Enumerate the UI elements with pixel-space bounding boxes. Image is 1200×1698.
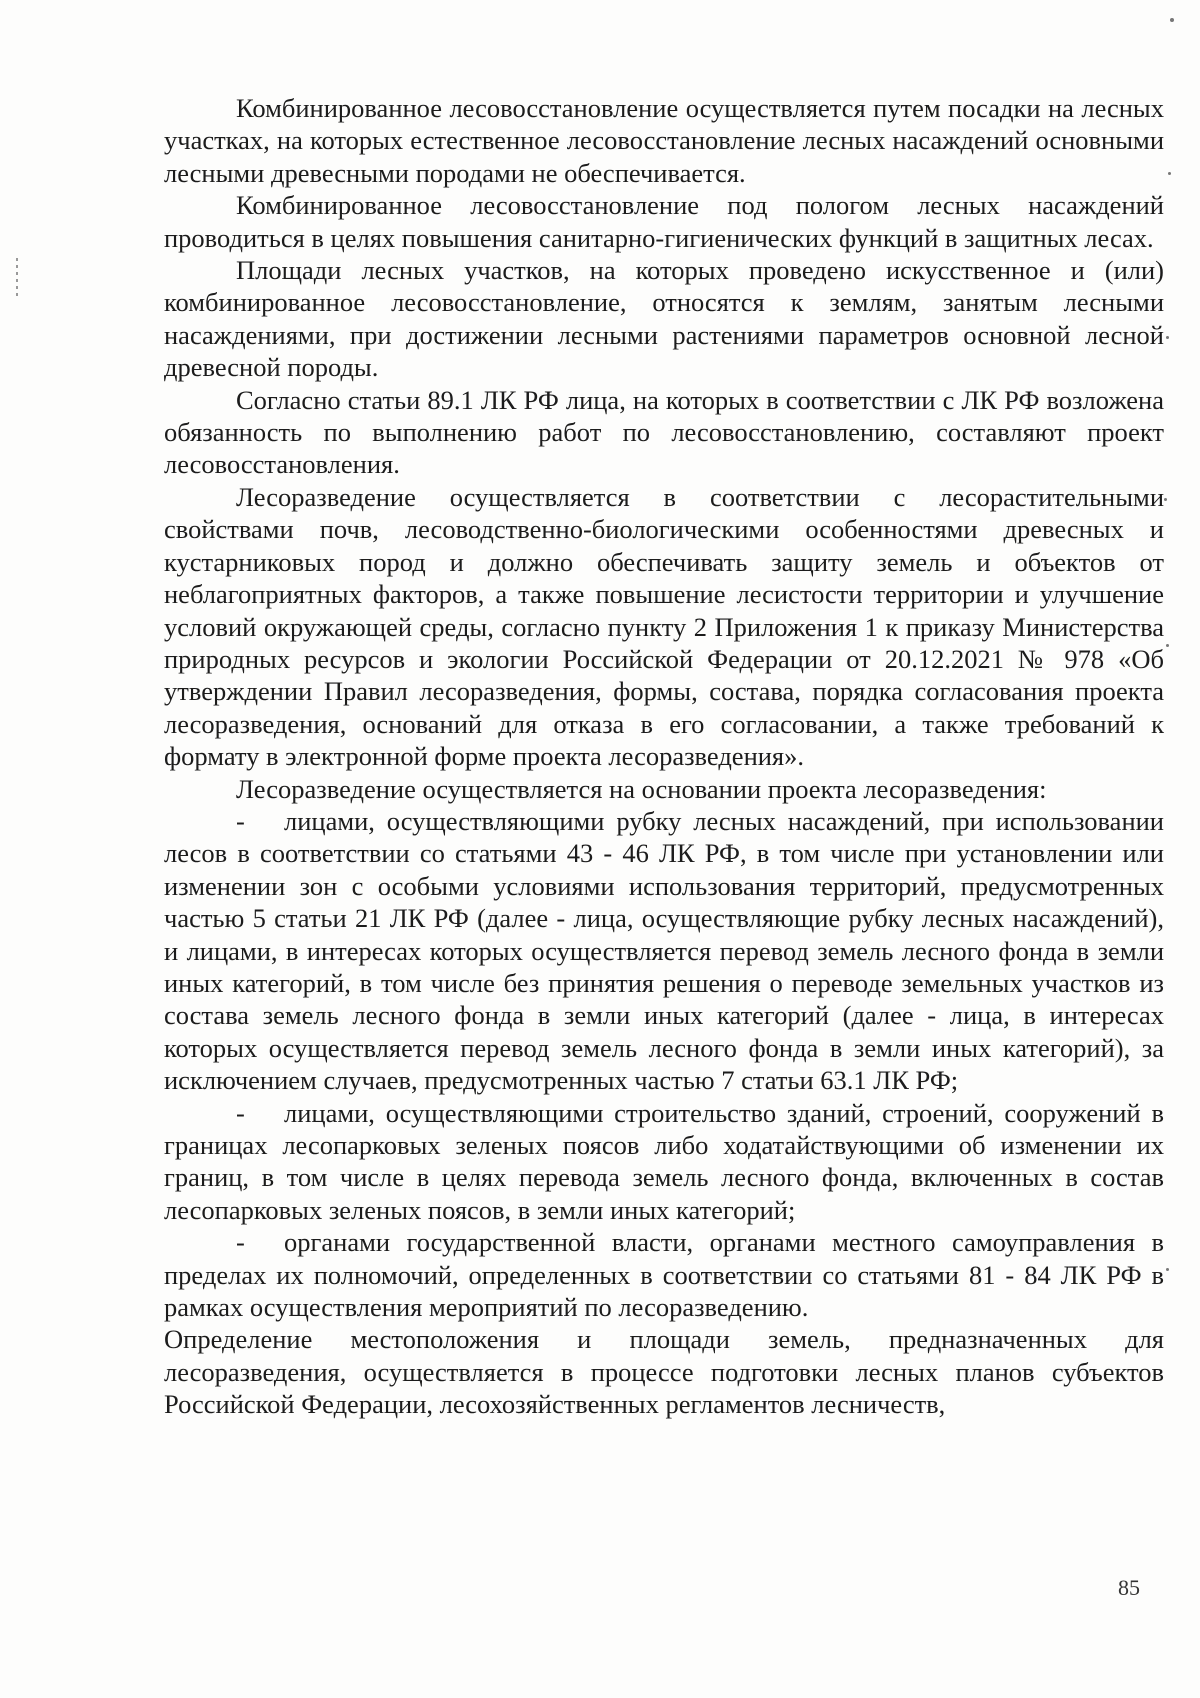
scan-speck <box>1164 498 1167 501</box>
scan-speck <box>1166 336 1169 339</box>
paragraph-afforestation-basis: Лесоразведение осуществляется на основании проекта лесоразведения: <box>236 773 1047 804</box>
list-item-text: лицами, осуществляющими рубку лесных насаждений, при использовании лесов в соответствии со статьями 43 - 46 ЛК РФ, в том числе при установлении или изменении зон с особыми условиями использования территорий, предусмотренных частью 5 статьи 21 ЛК РФ (далее - лица, осуществляющие рубку лесных насаждений), и лицами, в интересах которых осуществляется перевод земель лесного фонда в земли иных категорий, в том числе без принятия решения о переводе земельных участков из состава земель лесного фонда в земли иных категорий (далее - лица, в интересах которых осуществляется перевод земель лесного фонда в земли иных категорий), за исключением случаев, предусмотренных частью 7 статьи 63.1 ЛК РФ; <box>164 805 1164 1096</box>
list-dash: - <box>236 805 245 836</box>
scan-speck <box>1166 644 1169 647</box>
paragraph-afforestation-conditions: Лесоразведение осуществляется в соответствии с лесорастительными свойствами почв, лесоводственно-биологическими особенностями древесных и кустарниковых пород и должно обеспечивать защиту земель и объектов от неблагоприятных факторов, а также повышение лесистости территории и улучшение условий окружающей среды, согласно пункту 2 Приложения 1 к приказу Министерства природных ресурсов и экологии Российской Федерации от 20.12.2021 № 978 «Об утверждении Правил лесоразведения, формы, состава, порядка согласования проекта лесоразведения, оснований для отказа в его согласовании, а также требований к формату в электронной форме проекта лесоразведения». <box>164 481 1164 772</box>
paragraph-article-89-1: Согласно статьи 89.1 ЛК РФ лица, на которых в соответствии с ЛК РФ возложена обязанность по выполнению работ по лесовосстановлению, составляют проект лесовосстановления. <box>164 384 1164 480</box>
paragraph-combined-reforestation: Комбинированное лесовосстановление осуществляется путем посадки на лесных участках, на которых естественное лесовосстановление лесных насаждений основными лесными древесными породами не обеспечивается. <box>164 93 1164 188</box>
list-item-text: органами государственной власти, органами местного самоуправления в пределах их полномочий, определенных в соответствии со статьями 81 - 84 ЛК РФ в рамках осуществления мероприятий по лесоразведению. <box>164 1227 1164 1323</box>
list-item-text: лицами, осуществляющими строительство зданий, строений, сооружений в границах лесопарковых зеленых поясов либо ходатайствующими об изменении их границ, в том числе в целях перевода земель лесного фонда, включенных в состав лесопарковых зеленых поясов, в земли иных категорий; <box>164 1097 1164 1225</box>
list-dash: - <box>236 1097 245 1128</box>
paragraph-land-location: Определение местоположения и площади земель, предназначенных для лесоразведения, осуществляется в процессе подготовки лесных планов субъектов Российской Федерации, лесохозяйственных регламентов лесничеств, <box>164 1324 1164 1420</box>
scan-speck <box>1168 172 1171 175</box>
page-number: 85 <box>1118 1575 1140 1600</box>
paragraph-plot-areas: Площади лесных участков, на которых проведено искусственное и (или) комбинированное лесовосстановление, относятся к землям, занятым лесными насаждениями, при достижении лесными растениями параметров основной лесной древесной породы. <box>164 255 1164 383</box>
list-item-logging-persons <box>164 805 1164 1097</box>
document-body <box>164 92 1164 1421</box>
scan-speck <box>1166 1268 1169 1271</box>
scan-edge-mark <box>16 258 18 298</box>
paragraph-combined-under-canopy: Комбинированное лесовосстановление под пологом лесных насаждений проводиться в целях повышения санитарно-гигиенических функций в защитных лесах. <box>164 190 1164 253</box>
scan-speck <box>1170 18 1174 22</box>
list-item-construction-persons <box>164 1097 1164 1227</box>
list-dash: - <box>236 1227 245 1258</box>
list-item-authorities <box>164 1226 1164 1323</box>
